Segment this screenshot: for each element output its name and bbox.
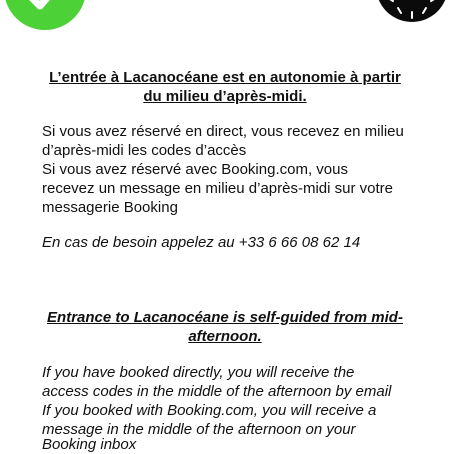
checkmark-circle-icon bbox=[4, 0, 86, 30]
french-line-5: messagerie Booking bbox=[42, 199, 178, 216]
french-title-line-1: L’entrée à Lacanocéane est en autonomie à partir bbox=[49, 69, 401, 86]
english-line-2: access codes in the middle of the afternoon by email bbox=[42, 383, 392, 400]
french-title-line-2: du milieu d’après-midi. bbox=[143, 88, 307, 105]
french-help-phone: En cas de besoin appelez au +33 6 66 08 62 14 bbox=[42, 234, 361, 251]
english-title-line-1: Entrance to Lacanocéane is self-guided from mid- bbox=[47, 309, 403, 326]
clock-icon bbox=[376, 0, 448, 22]
english-line-3: If you booked with Booking.com, you will receive a bbox=[42, 402, 377, 419]
english-line-1: If you have booked directly, you will receive the bbox=[42, 364, 355, 381]
french-line-2: d’après-midi les codes d’accès bbox=[42, 142, 247, 159]
french-line-3: Si vous avez réservé avec Booking.com, vous bbox=[42, 161, 348, 178]
english-line-4: message in the middle of the afternoon on your bbox=[42, 421, 356, 438]
french-line-4: recevez un message en milieu d’après-midi sur votre bbox=[42, 180, 393, 197]
english-line-5: Booking inbox bbox=[42, 436, 137, 453]
french-line-1: Si vous avez réservé en direct, vous recevez en milieu bbox=[42, 123, 404, 140]
english-title-line-2: afternoon. bbox=[188, 328, 262, 345]
